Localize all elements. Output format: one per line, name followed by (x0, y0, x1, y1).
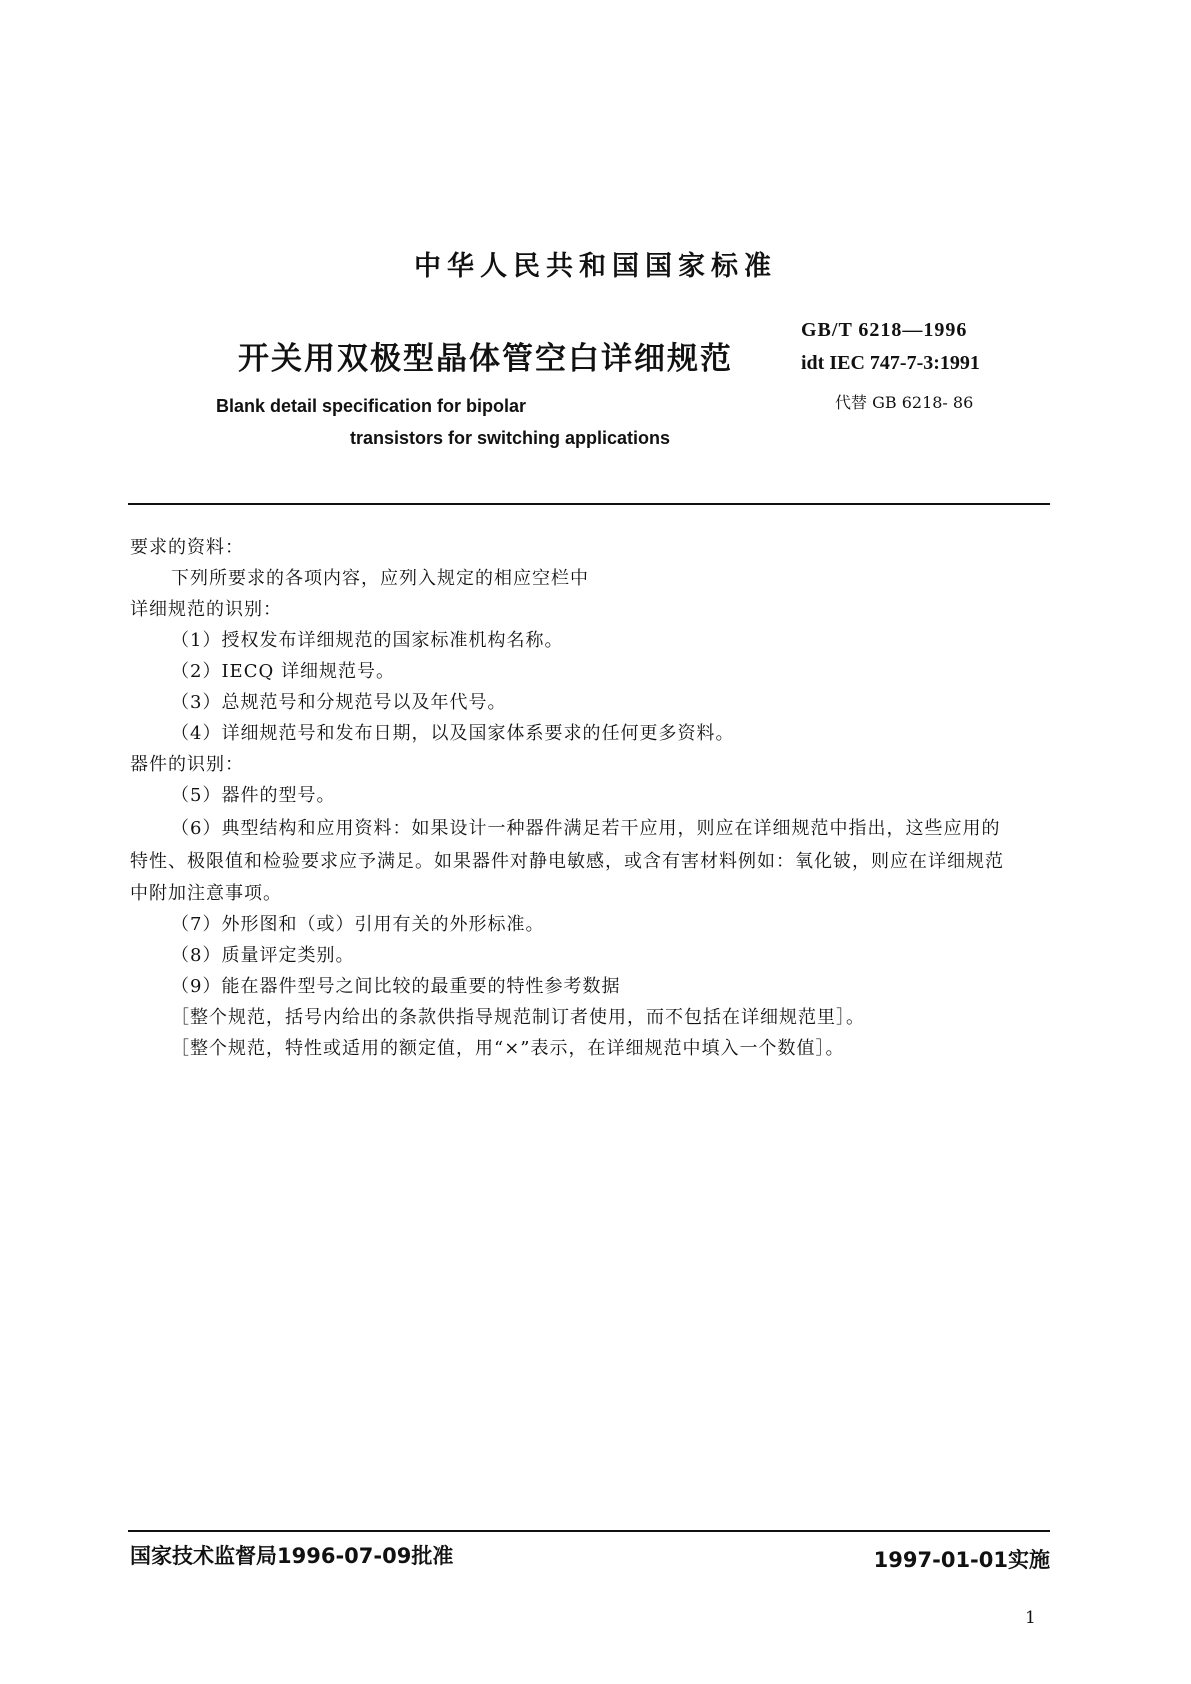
body-line: 下列所要求的各项内容，应列入规定的相应空栏中 (171, 568, 589, 589)
body-line: （4）详细规范号和发布日期，以及国家体系要求的任何更多资料。 (171, 723, 735, 744)
body-line: （1）授权发布详细规范的国家标准机构名称。 (171, 630, 564, 651)
body-line: （3）总规范号和分规范号以及年代号。 (171, 692, 507, 713)
body-line: 要求的资料： (130, 537, 244, 558)
body-line: （8）质量评定类别。 (171, 945, 355, 966)
chinese-title: 开关用双极型晶体管空白详细规范 (238, 341, 733, 377)
body-line: （5）器件的型号。 (171, 785, 336, 806)
body-line: 特性、极限值和检验要求应予满足。如果器件对静电敏感，或含有害材料例如：氧化铍，则应在详细规范 (130, 851, 1004, 872)
header-divider (128, 503, 1050, 505)
body-line: 详细规范的识别： (130, 599, 282, 620)
body-line: 器件的识别： (130, 754, 244, 775)
english-title-line-2: transistors for switching applications (349, 428, 671, 448)
body-line: （2）IECQ 详细规范号。 (171, 661, 395, 682)
page-number: 1 (1025, 1608, 1036, 1628)
body-line: ［整个规范，括号内给出的条款供指导规范制订者使用，而不包括在详细规范里］。 (171, 1007, 865, 1028)
body-line: ［整个规范，特性或适用的额定值，用“×”表示，在详细规范中填入一个数值］。 (171, 1038, 845, 1059)
english-title-line-1: Blank detail specification for bipolar (215, 396, 527, 416)
replaces-reference: 代替 GB 6218- 86 (835, 393, 974, 412)
body-line: （9）能在器件型号之间比较的最重要的特性参考数据 (171, 976, 621, 997)
body-line: （7）外形图和（或）引用有关的外形标准。 (171, 914, 545, 935)
body-line: 中附加注意事项。 (130, 883, 282, 904)
effective-date: 1997-01-01实施 (873, 1548, 1050, 1572)
approval-date: 国家技术监督局1996-07-09批准 (130, 1544, 454, 1568)
idt-reference: idt IEC 747-7-3:1991 (801, 352, 980, 374)
national-standard-header: 中华人民共和国国家标准 (414, 251, 777, 282)
body-line: （6）典型结构和应用资料：如果设计一种器件满足若干应用，则应在详细规范中指出，这些应用的 (171, 818, 1001, 839)
standard-number: GB/T 6218—1996 (801, 319, 968, 341)
footer-divider (128, 1530, 1050, 1532)
